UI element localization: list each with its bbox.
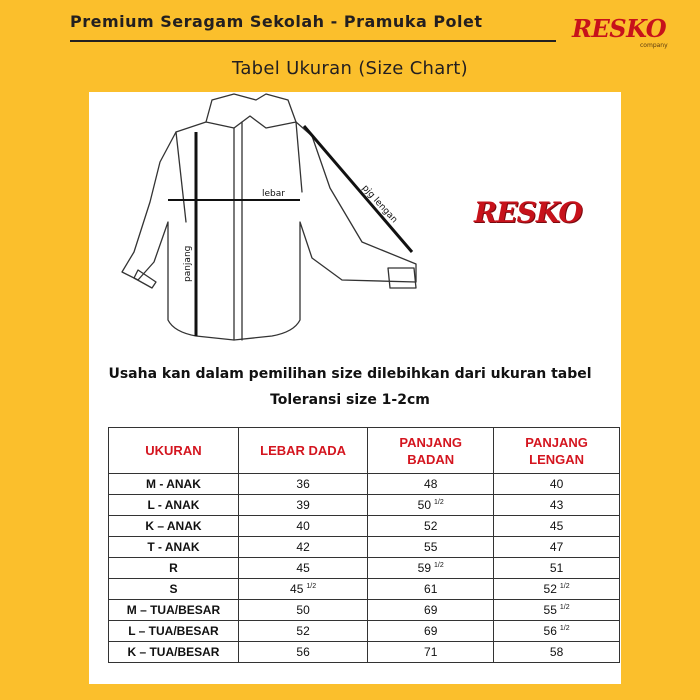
sleeve-measure-line (304, 126, 412, 252)
store-title: Premium Seragam Sekolah - Pramuka Polet (70, 12, 483, 31)
table-row (109, 579, 620, 600)
cell-size: M - ANAK (109, 474, 239, 495)
cell-panjang-lengan: 56 $^{1/2}$ (494, 621, 620, 642)
cell-size: K – ANAK (109, 516, 239, 537)
cell-panjang-lengan: 51 (494, 558, 620, 579)
size-chart-table (108, 427, 620, 663)
fraction-half: 1/2 (306, 583, 317, 590)
tolerance-note: Toleransi size 1-2cm (270, 392, 430, 408)
cell-lebar-dada: 40 (238, 516, 367, 537)
table-row (109, 474, 620, 495)
table-row (109, 600, 620, 621)
cell-panjang-lengan: 47 (494, 537, 620, 558)
cell-panjang-lengan: 52 $^{1/2}$ (494, 579, 620, 600)
header-ukuran: UKURAN (109, 428, 239, 474)
cell-lebar-dada: 50 (238, 600, 367, 621)
brand-logo-center (474, 196, 582, 229)
cell-size: K – TUA/BESAR (109, 642, 239, 663)
cell-panjang-lengan: 40 (494, 474, 620, 495)
logo-wordmark-center: RESKO (474, 196, 582, 229)
shirt-diagram (116, 92, 436, 350)
cell-lebar-dada: 42 (238, 537, 367, 558)
table-row (109, 558, 620, 579)
cell-size: R (109, 558, 239, 579)
cell-panjang-badan: 52 (368, 516, 494, 537)
cell-size: T - ANAK (109, 537, 239, 558)
cell-panjang-badan: 55 (368, 537, 494, 558)
cell-panjang-badan: 71 (368, 642, 494, 663)
fraction-half: 1/2 (434, 499, 444, 506)
logo-subtext: company (640, 42, 668, 49)
page-title: Tabel Ukuran (Size Chart) (232, 58, 468, 79)
header-panjang-lengan: PANJANG LENGAN (494, 428, 620, 474)
cell-lebar-dada: 52 (238, 621, 367, 642)
cell-size: L – TUA/BESAR (109, 621, 239, 642)
logo-wordmark: RESKO (572, 14, 667, 43)
cell-panjang-badan: 61 (368, 579, 494, 600)
cell-panjang-badan: 50 $^{1/2}$ (368, 495, 494, 516)
table-row (109, 642, 620, 663)
label-pjg-lengan: pjg lengan (359, 183, 399, 226)
label-lebar: lebar (262, 189, 285, 199)
cell-size: S (109, 579, 239, 600)
table-row (109, 516, 620, 537)
cell-lebar-dada: 56 (238, 642, 367, 663)
right-cuff (388, 268, 416, 288)
shirt-body (122, 122, 416, 340)
table-body (109, 474, 620, 663)
cell-size: M – TUA/BESAR (109, 600, 239, 621)
cell-panjang-lengan: 55 $^{1/2}$ (494, 600, 620, 621)
cell-lebar-dada: 36 (238, 474, 367, 495)
cell-panjang-lengan: 58 (494, 642, 620, 663)
header-panjang-badan: PANJANG BADAN (368, 428, 494, 474)
fraction-half: 1/2 (559, 604, 570, 611)
table-header-row (109, 428, 620, 474)
cell-lebar-dada: 45 $^{1/2}$ (238, 579, 367, 600)
cell-panjang-badan: 59 $^{1/2}$ (368, 558, 494, 579)
table-row (109, 537, 620, 558)
cell-panjang-lengan: 45 (494, 516, 620, 537)
cell-lebar-dada: 45 (238, 558, 367, 579)
cell-lebar-dada: 39 (238, 495, 367, 516)
cell-panjang-badan: 69 (368, 621, 494, 642)
cell-panjang-badan: 48 (368, 474, 494, 495)
cell-panjang-badan: 69 (368, 600, 494, 621)
collar-outline (206, 94, 296, 128)
sizing-advice: Usaha kan dalam pemilihan size dilebihkan dari ukuran tabel (108, 366, 592, 382)
title-underline (70, 40, 556, 42)
fraction-half: 1/2 (559, 625, 570, 632)
table-row (109, 621, 620, 642)
label-panjang: panjang (183, 245, 193, 282)
fraction-half: 1/2 (559, 583, 570, 590)
cell-size: L - ANAK (109, 495, 239, 516)
brand-logo-header (572, 14, 668, 49)
fraction-half: 1/2 (434, 562, 444, 569)
cell-panjang-lengan: 43 (494, 495, 620, 516)
table-row (109, 495, 620, 516)
header-lebar-dada: LEBAR DADA (238, 428, 367, 474)
